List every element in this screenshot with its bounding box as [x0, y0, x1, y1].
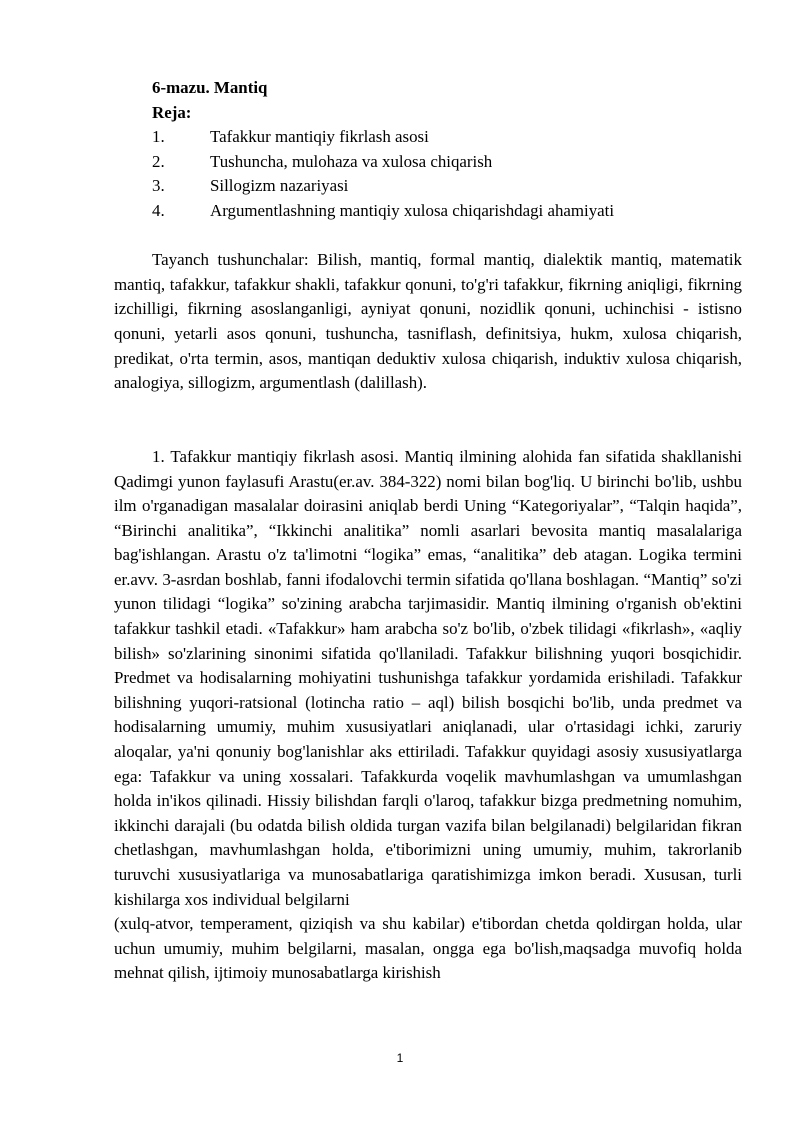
plan-item-number: 3. — [152, 176, 165, 196]
plan-item-text: Tushuncha, mulohaza va xulosa chiqarish — [210, 151, 493, 171]
plan-item-number: 1. — [152, 127, 165, 147]
plan-item-text: Sillogizm nazariyasi — [210, 176, 349, 196]
spacer — [114, 420, 742, 445]
spacer — [114, 224, 742, 249]
document-title: 6-mazu. Mantiq — [152, 78, 268, 97]
page-number: 1 — [396, 1051, 404, 1065]
plan-item-text: Argumentlashning mantiqiy xulosa chiqarishdagi ahamiyati — [210, 200, 615, 220]
plan-item — [152, 150, 742, 175]
plan-item — [152, 174, 742, 199]
plan-list — [114, 125, 742, 223]
plan-item — [152, 125, 742, 150]
key-concepts-paragraph: Tayanch tushunchalar: Bilish, mantiq, formal mantiq, dialektik mantiq, matematik mantiq, tafakkur, tafakkur shakli, tafakkur qonuni, to'g'ri tafakkur, fikrning aniqligi, fikrning izchilligi, fikrning asoslanganligi, ayniyat qonuni, nozidlik qonuni, uchinchisi - istisno qonuni, yetarli asos qonuni, tushuncha, tasniflash, definitsiya, hukm, xulosa chiqarish, predikat, o'rta termin, asos, mantiqan deduktiv xulosa chiqarish, induktiv xulosa chiqarish, analogiya, sillogizm, argumentlash (dalillash). — [114, 250, 742, 393]
plan-item — [152, 199, 742, 224]
plan-label: Reja: — [152, 102, 192, 122]
page-content — [114, 76, 742, 986]
spacer — [114, 396, 742, 421]
plan-item-number: 2. — [152, 151, 165, 171]
plan-item-text: Tafakkur mantiqiy fikrlash asosi — [210, 127, 429, 147]
plan-item-number: 4. — [152, 200, 165, 220]
section-1-continuation: (xulq-atvor, temperament, qiziqish va shu kabilar) e'tibordan chetda qoldirgan holda, ular uchun umumiy, muhim belgilarni, masalan, ongga ega bo'lish,maqsadga muvofiq holda mehnat qilish, ijtimoiy munosabatlarga kirishish — [114, 914, 742, 983]
section-1-paragraph: 1. Tafakkur mantiqiy fikrlash asosi. Mantiq ilmining alohida fan sifatida shakllanishi Qadimgi yunon faylasufi Arastu(er.av. 384-322) nomi bilan bog'liq. U birinchi bo'lib, ushbu ilm o'rganadigan masalalar doirasini aniqlab berdi Uning “Kategoriyalar”, “Talqin haqida”, “Birinchi analitika”, “Ikkinchi analitika” nomli asarlari bevosita mantiq masalalariga bag'ishlangan. Arastu o'z ta'limotni “logika” emas, “analitika” deb atagan. Logika termini er.avv. 3-asrdan boshlab, fanni ifodalovchi termin sifatida qo'llana boshlagan. “Mantiq” so'zi yunon tilidagi “logika” so'zining arabcha tarjimasidir. Mantiq ilmining o'rganish ob'ektini tafakkur tashkil etadi. «Tafakkur» ham arabcha so'z bo'lib, o'zbek tilidagi «fikrlash», «aqliy bilish» so'zlarining sinonimi sifatida qo'llaniladi. Tafakkur bilishning yuqori bosqichidir. Predmet va hodisalarning mohiyatini tushunishga tafakkur yordamida erishiladi. Tafakkur bilishning yuqori-ratsional (lotincha ratio – aql) bilish bosqichi bo'lib, unda predmet va hodisalarning umumiy, muhim xususiyatlari aniqlanadi, ular o'rtasidagi ichki, zaruriy aloqalar, ya'ni qonuniy bog'lanishlar aks ettiriladi. Tafakkur quyidagi asosiy xususiyatlarga ega: Tafakkur va uning xossalari. Tafakkurda voqelik mavhumlashgan va umumlashgan holda in'ikos qilinadi. Hissiy bilishdan farqli o'laroq, tafakkur bizga predmetning nomuhim, ikkinchi darajali (bu odatda bilish oldida turgan vazifa bilan belgilanadi) belgilaridan fikran chetlashgan, mavhumlashgan holda, e'tiborimizni uning umumiy, muhim, takrorlanib turuvchi xususiyatlariga va munosabatlariga qaratishimizga imkon beradi. Xususan, turli kishilarga xos individual belgilarni — [114, 446, 742, 909]
